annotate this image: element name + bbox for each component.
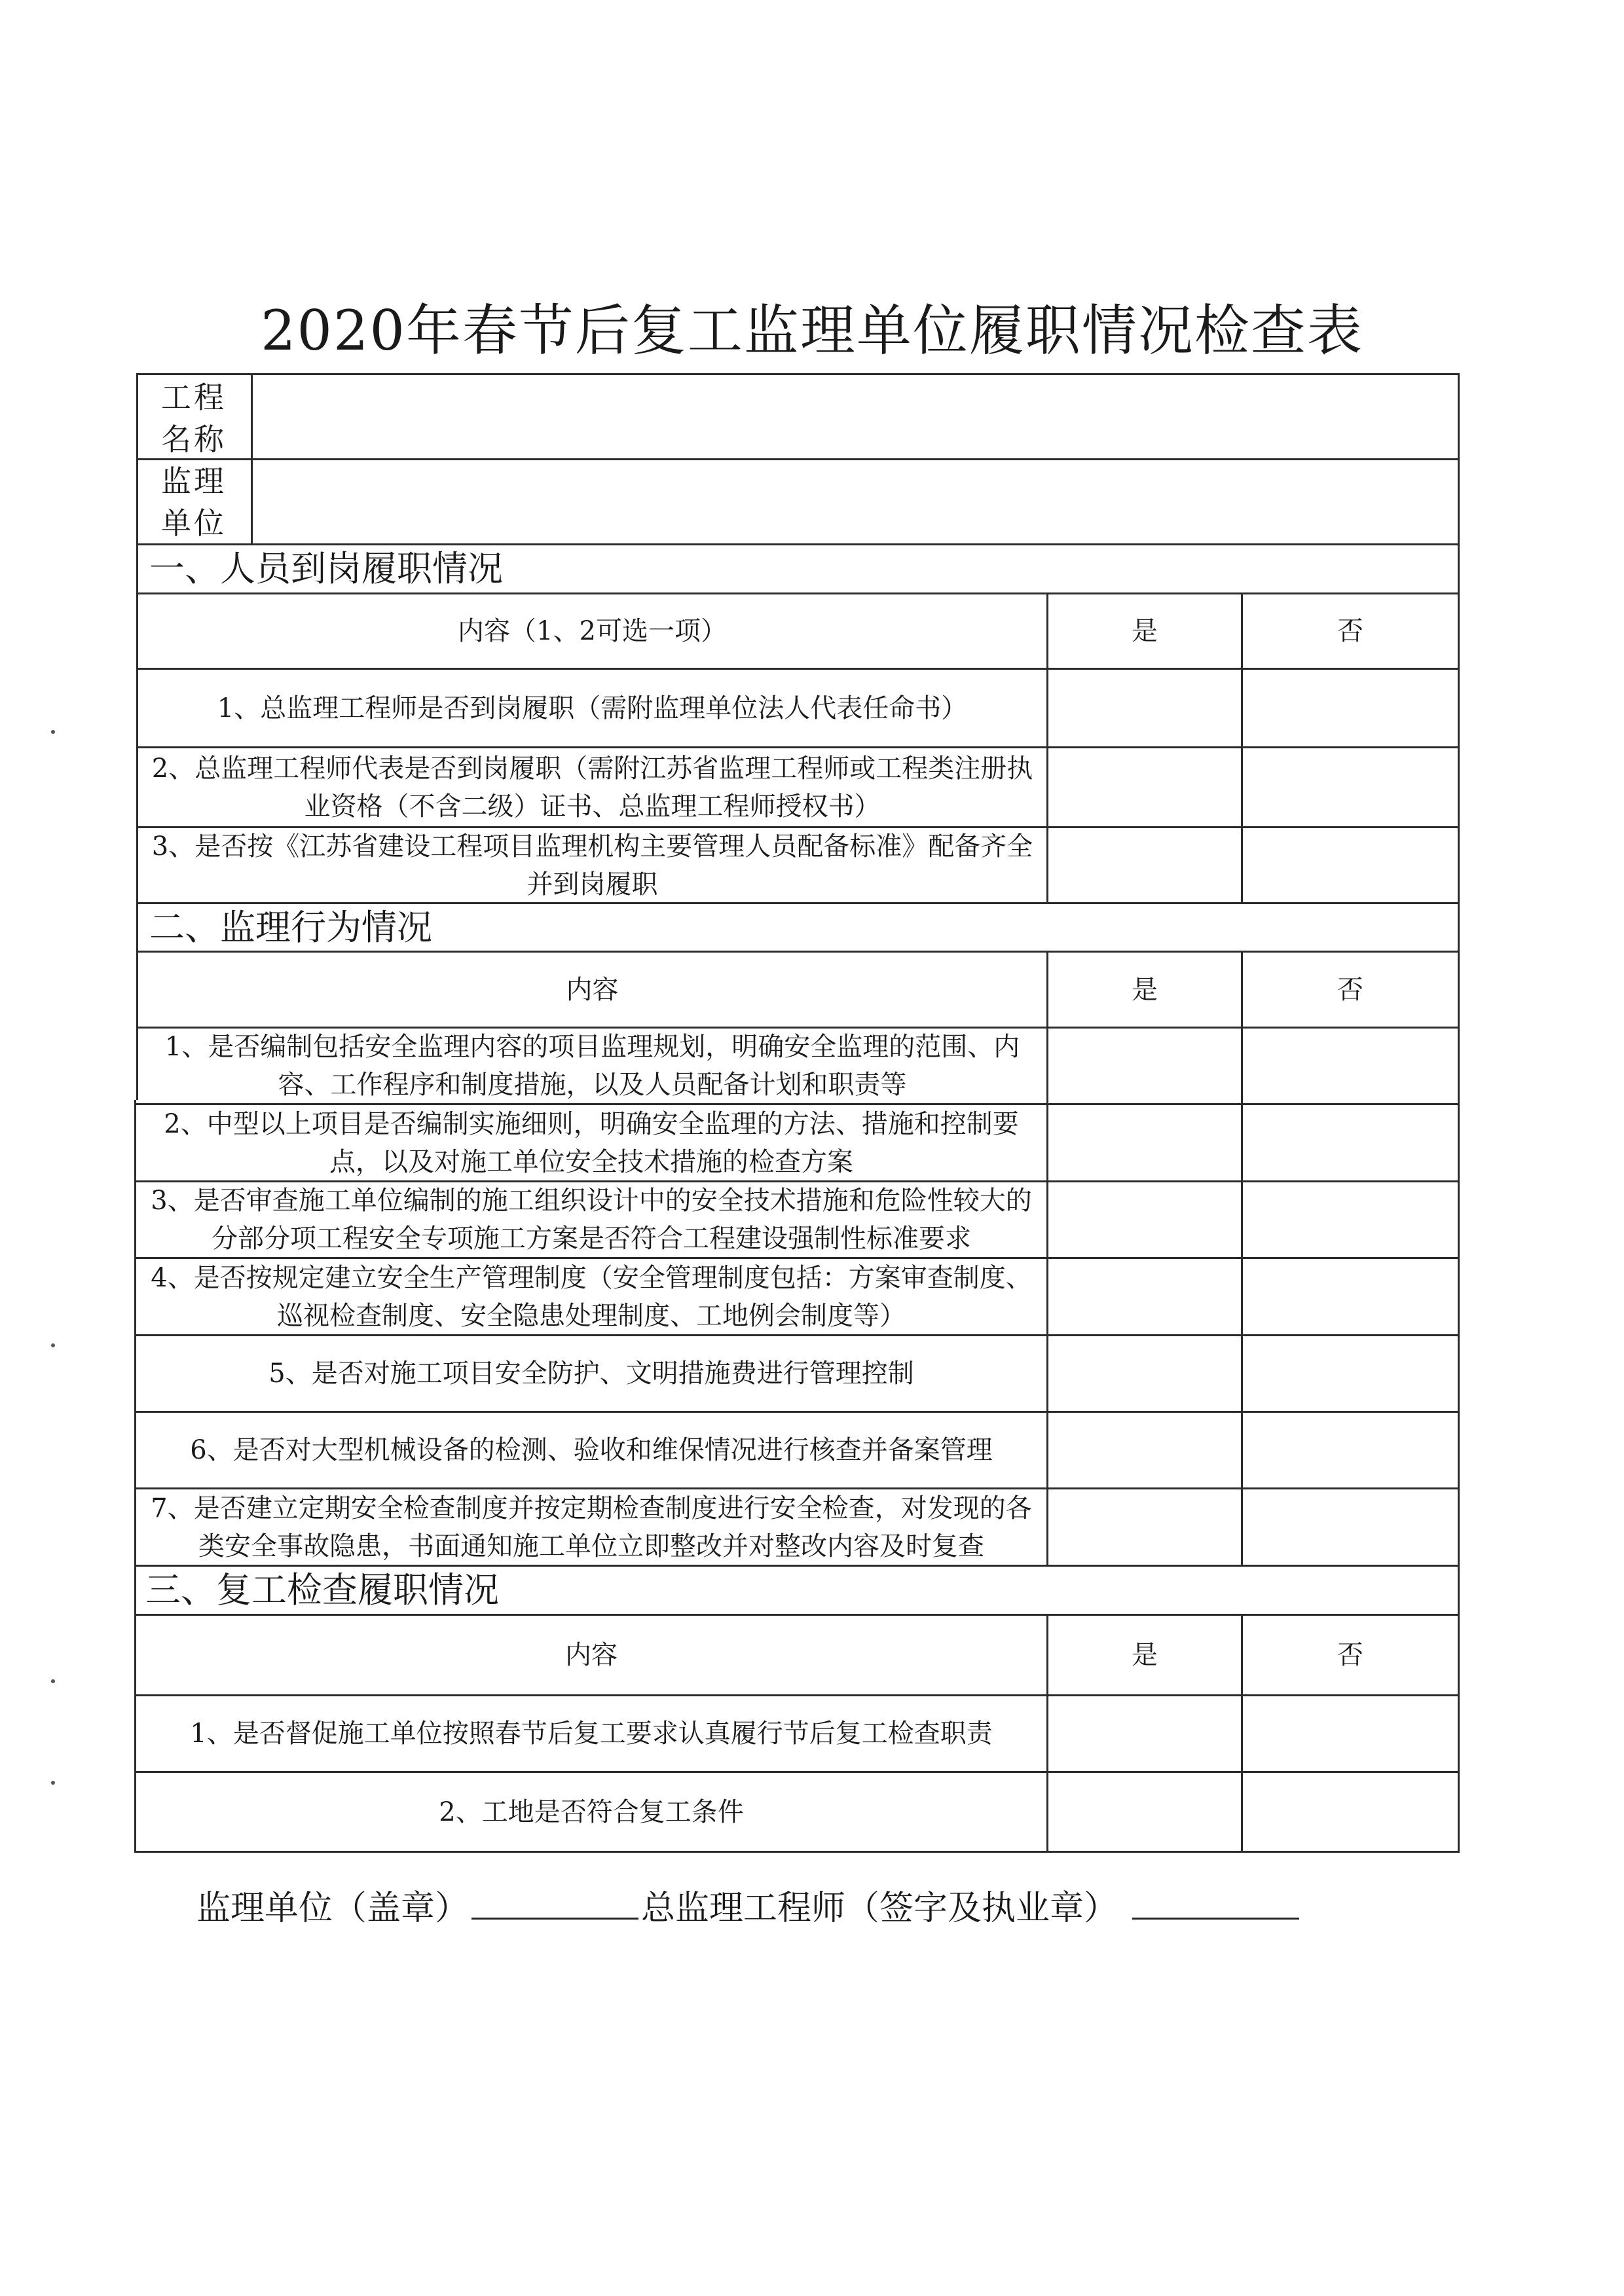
unit-seal-blank[interactable]: [471, 1884, 638, 1920]
section2-row-3-yes[interactable]: [1048, 1182, 1241, 1257]
section3-col-content: 内容: [565, 1640, 618, 1670]
section2-row-4: 4、是否按规定建立安全生产管理制度（安全管理制度包括：方案审查制度、巡视检查制度、安全隐患处理制度、工地例会制度等）: [151, 1262, 1032, 1331]
section1-heading: 一、人员到岗履职情况: [149, 548, 503, 589]
section2-row-1: 1、是否编制包括安全监理内容的项目监理规划，明确安全监理的范围、内容、工作程序和制度措施，以及人员配备计划和职责等: [164, 1032, 1020, 1100]
section3-row-1-no[interactable]: [1243, 1696, 1458, 1771]
section2-heading: 二、监理行为情况: [149, 906, 432, 948]
chief-engineer-blank[interactable]: [1132, 1884, 1299, 1920]
section1-row-1: 1、总监理工程师是否到岗履职（需附监理单位法人代表任命书）: [217, 693, 968, 723]
section2-row-1-yes[interactable]: [1048, 1029, 1241, 1103]
section1-row-2-no[interactable]: [1243, 748, 1458, 826]
section2-row-2-no[interactable]: [1243, 1105, 1458, 1180]
section1-row-1-yes[interactable]: [1048, 670, 1241, 746]
section1-col-content: 内容（1、2可选一项）: [458, 616, 727, 646]
supervision-unit-label: 监理 单位: [161, 464, 227, 541]
section3-row-2-yes[interactable]: [1048, 1773, 1241, 1851]
scan-speck: [51, 1679, 55, 1683]
section3-row-2: 2、工地是否符合复工条件: [439, 1796, 744, 1827]
section1-row-2: 2、总监理工程师代表是否到岗履职（需附江苏省监理工程师或工程类注册执业资格（不含二级）证书、总监理工程师授权书）: [151, 753, 1033, 822]
scan-speck: [51, 1781, 55, 1785]
section3-heading: 三、复工检查履职情况: [145, 1569, 499, 1611]
section2-col-no: 否: [1337, 974, 1363, 1005]
page-title: 2020年春节后复工监理单位履职情况检查表: [261, 299, 1363, 363]
section2-row-4-yes[interactable]: [1048, 1259, 1241, 1334]
section3-row-2-no[interactable]: [1243, 1773, 1458, 1851]
section2-col-content: 内容: [566, 974, 619, 1005]
chief-engineer-label: 总监理工程师（签字及执业章）: [641, 1889, 1118, 1928]
section2-row-6: 6、是否对大型机械设备的检测、验收和维保情况进行核查并备案管理: [190, 1435, 993, 1465]
section2-row-7-yes[interactable]: [1048, 1489, 1241, 1565]
section2-row-2: 2、中型以上项目是否编制实施细则，明确安全监理的方法、措施和控制要点，以及对施工单位安全技术措施的检查方案: [164, 1108, 1019, 1177]
section1-row-3: 3、是否按《江苏省建设工程项目监理机构主要管理人员配备标准》配备齐全并到岗履职: [151, 831, 1033, 900]
section1-row-2-yes[interactable]: [1048, 748, 1241, 826]
table-line: [134, 1851, 1460, 1853]
section2-row-6-yes[interactable]: [1048, 1413, 1241, 1487]
section1-row-3-no[interactable]: [1243, 828, 1458, 902]
project-name-label: 工程 名称: [161, 380, 227, 457]
section2-row-1-no[interactable]: [1243, 1029, 1458, 1103]
section2-row-7: 7、是否建立定期安全检查制度并按定期检查制度进行安全检查，对发现的各类安全事故隐患，书面通知施工单位立即整改并对整改内容及时复查: [151, 1493, 1032, 1561]
section1-col-yes: 是: [1132, 616, 1158, 646]
section2-row-5: 5、是否对施工项目安全防护、文明措施费进行管理控制: [268, 1358, 914, 1389]
signature-footer: [196, 1882, 1302, 1935]
section2-row-7-no[interactable]: [1243, 1489, 1458, 1565]
section3-col-yes: 是: [1132, 1640, 1158, 1670]
section2-row-3-no[interactable]: [1243, 1182, 1458, 1257]
section1-row-3-yes[interactable]: [1048, 828, 1241, 902]
section2-row-2-yes[interactable]: [1048, 1105, 1241, 1180]
section2-row-6-no[interactable]: [1243, 1413, 1458, 1487]
table-border-right: [1458, 373, 1460, 1853]
section2-col-yes: 是: [1132, 974, 1158, 1005]
section3-row-1-yes[interactable]: [1048, 1696, 1241, 1771]
section3-row-1: 1、是否督促施工单位按照春节后复工要求认真履行节后复工检查职责: [190, 1719, 993, 1749]
section2-row-5-yes[interactable]: [1048, 1336, 1241, 1411]
section2-row-3: 3、是否审查施工单位编制的施工组织设计中的安全技术措施和危险性较大的分部分项工程安全专项施工方案是否符合工程建设强制性标准要求: [151, 1186, 1032, 1254]
section2-row-4-no[interactable]: [1243, 1259, 1458, 1334]
scan-speck: [51, 730, 55, 734]
project-name-field[interactable]: [253, 375, 1458, 458]
unit-seal-label: 监理单位（盖章）: [196, 1889, 470, 1928]
section1-row-1-no[interactable]: [1243, 670, 1458, 746]
supervision-unit-field[interactable]: [253, 460, 1458, 543]
section2-row-5-no[interactable]: [1243, 1336, 1458, 1411]
section1-col-no: 否: [1337, 616, 1363, 646]
section3-col-no: 否: [1337, 1640, 1363, 1670]
scan-speck: [51, 1343, 55, 1347]
